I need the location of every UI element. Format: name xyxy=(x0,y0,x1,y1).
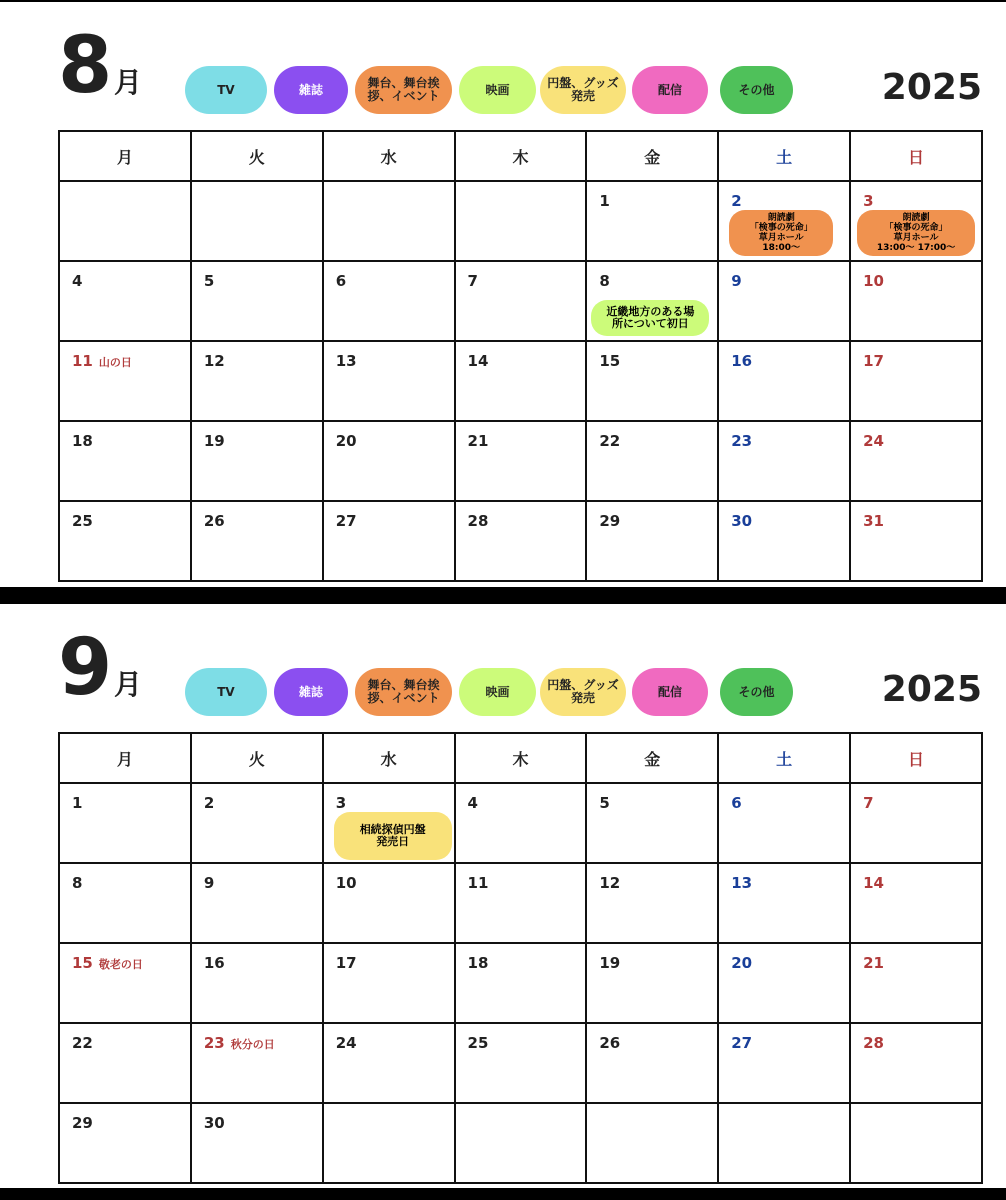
holiday-label: 敬老の日 xyxy=(98,958,143,971)
day-cell xyxy=(586,783,718,863)
day-number: 1 xyxy=(72,794,83,812)
day-number: 10 xyxy=(335,874,357,892)
month-label: 月 xyxy=(114,668,143,701)
day-cell xyxy=(586,1023,718,1103)
day-cell xyxy=(455,501,587,581)
weekday-header: 水 xyxy=(323,733,455,783)
day-cell xyxy=(323,261,455,341)
day-cell xyxy=(718,1023,850,1103)
day-number: 6 xyxy=(335,272,347,290)
day-cell xyxy=(586,501,718,581)
week-row xyxy=(59,1023,982,1103)
week-row xyxy=(59,261,982,341)
day-cell xyxy=(191,421,323,501)
day-cell xyxy=(586,1103,718,1183)
day-cell xyxy=(191,261,323,341)
day-number: 4 xyxy=(467,794,478,812)
day-cell xyxy=(718,341,850,421)
day-number: 9 xyxy=(731,272,742,290)
day-number: 30 xyxy=(731,512,753,530)
day-cell xyxy=(323,341,455,421)
week-row xyxy=(59,863,982,943)
month-number: 8 xyxy=(58,21,111,111)
day-cell xyxy=(59,1023,191,1103)
calendar-grid xyxy=(58,732,983,1184)
day-number: 22 xyxy=(72,1034,93,1052)
day-cell xyxy=(59,261,191,341)
day-cell xyxy=(191,943,323,1023)
day-number: 24 xyxy=(335,1034,357,1052)
holiday-label: 山の日 xyxy=(98,356,132,369)
day-number: 31 xyxy=(863,512,884,530)
legend-pill: 映画 xyxy=(459,668,536,716)
legend-pill: 円盤、グッズ 発売 xyxy=(540,668,626,716)
day-cell xyxy=(59,421,191,501)
day-cell xyxy=(850,943,982,1023)
day-number: 20 xyxy=(731,954,753,972)
weekday-header: 水 xyxy=(323,131,455,181)
weekday-header: 日 xyxy=(850,733,982,783)
weekday-header: 木 xyxy=(455,733,587,783)
month-calendar-9 xyxy=(0,623,1006,1177)
day-cell xyxy=(718,501,850,581)
day-number: 11 山の日 xyxy=(72,352,132,370)
day-cell xyxy=(718,943,850,1023)
day-cell xyxy=(850,181,982,261)
weekday-header: 火 xyxy=(191,131,323,181)
legend-pill: TV xyxy=(185,66,267,114)
day-number: 14 xyxy=(467,352,489,370)
day-number: 5 xyxy=(599,794,610,812)
day-number: 10 xyxy=(863,272,884,290)
day-number: 4 xyxy=(72,272,83,290)
day-cell xyxy=(59,181,191,261)
day-number: 24 xyxy=(863,432,884,450)
day-number: 18 xyxy=(467,954,489,972)
day-cell xyxy=(586,341,718,421)
day-cell xyxy=(850,783,982,863)
weekday-header: 木 xyxy=(455,131,587,181)
day-cell xyxy=(323,421,455,501)
event-badge: 近畿地方のある場 所について初日 xyxy=(591,300,709,336)
day-cell xyxy=(323,1103,455,1183)
day-number: 16 xyxy=(731,352,753,370)
day-number: 17 xyxy=(335,954,357,972)
weekday-header-row xyxy=(59,733,982,783)
week-row xyxy=(59,181,982,261)
day-cell xyxy=(586,261,718,341)
day-number: 14 xyxy=(863,874,884,892)
day-number: 5 xyxy=(203,272,215,290)
day-cell xyxy=(191,501,323,581)
day-cell xyxy=(455,863,587,943)
day-number: 7 xyxy=(467,272,478,290)
day-cell xyxy=(191,863,323,943)
month-number: 9 xyxy=(58,623,111,713)
day-number: 28 xyxy=(863,1034,884,1052)
day-cell xyxy=(59,943,191,1023)
day-cell xyxy=(59,863,191,943)
day-number: 23 xyxy=(731,432,753,450)
day-cell xyxy=(455,943,587,1023)
event-badge: 朗読劇 「検事の死命」 草月ホール 13:00〜 17:00〜 xyxy=(857,210,975,256)
week-row xyxy=(59,783,982,863)
day-cell xyxy=(850,341,982,421)
calendar-grid xyxy=(58,130,983,582)
day-number: 29 xyxy=(72,1114,93,1132)
day-number: 23 秋分の日 xyxy=(203,1034,275,1052)
event-badge: 相続探偵円盤 発売日 xyxy=(334,812,452,860)
day-number: 9 xyxy=(203,874,215,892)
week-row xyxy=(59,341,982,421)
day-number: 26 xyxy=(203,512,225,530)
day-number: 15 敬老の日 xyxy=(72,954,143,972)
bottom-border xyxy=(0,1188,1006,1200)
day-cell xyxy=(586,863,718,943)
year-label: 2025 xyxy=(881,669,982,710)
day-cell xyxy=(191,1023,323,1103)
day-number: 19 xyxy=(203,432,225,450)
top-border xyxy=(0,0,1006,2)
day-number: 21 xyxy=(863,954,884,972)
day-number: 2 xyxy=(203,794,215,812)
day-cell xyxy=(323,1023,455,1103)
weekday-header: 月 xyxy=(59,131,191,181)
day-cell xyxy=(718,863,850,943)
day-number: 21 xyxy=(467,432,489,450)
weekday-header-row xyxy=(59,131,982,181)
day-number: 8 xyxy=(72,874,83,892)
legend-pill: TV xyxy=(185,668,267,716)
day-cell xyxy=(718,783,850,863)
day-cell xyxy=(850,421,982,501)
day-cell xyxy=(718,181,850,261)
weekday-header: 火 xyxy=(191,733,323,783)
day-number: 15 xyxy=(599,352,621,370)
day-cell xyxy=(455,181,587,261)
day-cell xyxy=(191,1103,323,1183)
legend-pill: 映画 xyxy=(459,66,536,114)
day-number: 1 xyxy=(599,192,610,210)
day-number: 3 xyxy=(863,192,874,210)
day-number: 19 xyxy=(599,954,621,972)
day-cell xyxy=(455,1023,587,1103)
legend-pill: 舞台、舞台挨 拶、イベント xyxy=(355,66,452,114)
day-number: 11 xyxy=(467,874,489,892)
weekday-header: 土 xyxy=(718,131,850,181)
day-cell xyxy=(323,181,455,261)
legend-pill: その他 xyxy=(720,66,793,114)
day-number: 6 xyxy=(731,794,742,812)
weekday-header: 土 xyxy=(718,733,850,783)
day-number: 25 xyxy=(72,512,93,530)
weekday-header: 月 xyxy=(59,733,191,783)
day-cell xyxy=(850,1103,982,1183)
day-number: 22 xyxy=(599,432,621,450)
day-cell xyxy=(455,783,587,863)
holiday-label: 秋分の日 xyxy=(230,1038,275,1051)
day-cell xyxy=(59,341,191,421)
day-number: 12 xyxy=(599,874,621,892)
legend-pill: 舞台、舞台挨 拶、イベント xyxy=(355,668,452,716)
weekday-header: 日 xyxy=(850,131,982,181)
day-cell xyxy=(323,783,455,863)
day-number: 3 xyxy=(335,794,347,812)
day-number: 30 xyxy=(203,1114,225,1132)
day-cell xyxy=(59,783,191,863)
day-cell xyxy=(586,181,718,261)
day-cell xyxy=(455,1103,587,1183)
day-cell xyxy=(59,1103,191,1183)
day-cell xyxy=(323,863,455,943)
week-row xyxy=(59,943,982,1023)
day-number: 2 xyxy=(731,192,742,210)
day-number: 27 xyxy=(335,512,357,530)
day-number: 18 xyxy=(72,432,93,450)
day-number: 16 xyxy=(203,954,225,972)
day-cell xyxy=(455,261,587,341)
day-number: 20 xyxy=(335,432,357,450)
legend-pill: 雑誌 xyxy=(274,668,348,716)
week-row xyxy=(59,501,982,581)
day-cell xyxy=(455,341,587,421)
day-cell xyxy=(850,261,982,341)
weekday-header: 金 xyxy=(586,131,718,181)
day-number: 12 xyxy=(203,352,225,370)
week-row xyxy=(59,1103,982,1183)
day-cell xyxy=(718,261,850,341)
day-cell xyxy=(850,501,982,581)
day-cell xyxy=(586,421,718,501)
legend-pill: 雑誌 xyxy=(274,66,348,114)
day-number: 8 xyxy=(599,272,610,290)
day-cell xyxy=(850,863,982,943)
day-number: 27 xyxy=(731,1034,753,1052)
month-calendar-8 xyxy=(0,21,1006,575)
day-number: 25 xyxy=(467,1034,489,1052)
day-cell xyxy=(586,943,718,1023)
day-cell xyxy=(455,421,587,501)
legend-pill: 円盤、グッズ 発売 xyxy=(540,66,626,114)
day-cell xyxy=(323,501,455,581)
month-label: 月 xyxy=(114,66,143,99)
day-number: 26 xyxy=(599,1034,621,1052)
day-cell xyxy=(718,1103,850,1183)
year-label: 2025 xyxy=(881,67,982,108)
day-number: 29 xyxy=(599,512,621,530)
day-cell xyxy=(59,501,191,581)
day-number: 28 xyxy=(467,512,489,530)
day-cell xyxy=(191,181,323,261)
week-row xyxy=(59,421,982,501)
day-cell xyxy=(850,1023,982,1103)
legend-pill: その他 xyxy=(720,668,793,716)
day-cell xyxy=(718,421,850,501)
day-number: 13 xyxy=(335,352,357,370)
day-cell xyxy=(191,341,323,421)
day-cell xyxy=(323,943,455,1023)
day-number: 7 xyxy=(863,794,874,812)
day-number: 17 xyxy=(863,352,884,370)
legend-pill: 配信 xyxy=(632,668,708,716)
weekday-header: 金 xyxy=(586,733,718,783)
event-badge: 朗読劇 「検事の死命」 草月ホール 18:00〜 xyxy=(729,210,833,256)
day-number: 13 xyxy=(731,874,753,892)
day-cell xyxy=(191,783,323,863)
section-divider xyxy=(0,587,1006,604)
legend-pill: 配信 xyxy=(632,66,708,114)
